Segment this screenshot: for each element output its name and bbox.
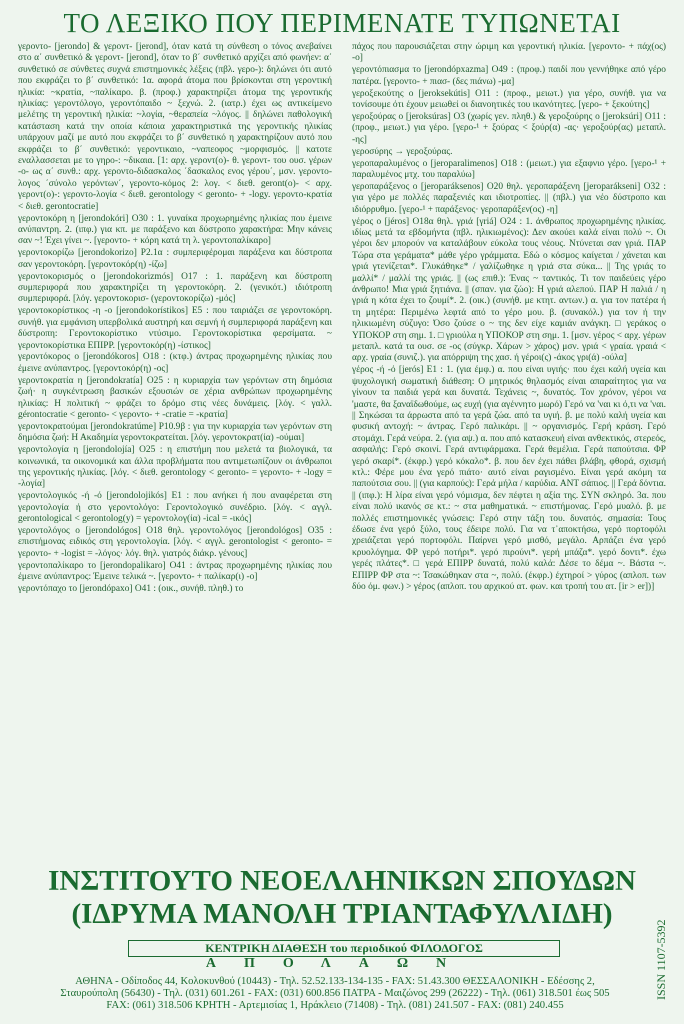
address-block xyxy=(30,976,640,1012)
address-line-1: ΑΘΗΝΑ - Οδίποδος 44, Κολοκυνθού (10443) - Τηλ. 52.52.133-134-135 - FAX: 51.43.300 ΘΕΣΣΑΛΟΝΙΚΗ - Εδέσσης 2, xyxy=(75,976,595,987)
institute-name xyxy=(0,865,684,931)
entry-gerontokratoumai: γεροντοκρατούμαι [jerondokratúme] P10.9β : για την κυριαρχία των γερόντων στη δημόσια ζωή: Η Ακαδημία γεροντοκρατείται. [λόγ. γεροντοκρατ(ία) -ούμαι] xyxy=(18,421,332,444)
dictionary-columns xyxy=(18,42,670,852)
entry-geroparaxenos: γεροπαράξενος ο [jeroparáksenos] O20 θηλ. γεροπαράξενη [jeroparákseni] O32 : για γέρο με πολλές παραξενιές και ιδιοτροπίες. || (πβλ.) για νέο δύστροπο και ιδιόρρυθμο. [γερο-¹ + παράξενος· γεροπαράξεν(ος) -η] xyxy=(352,181,666,215)
entry-gerontologia: γεροντολογία η [jerondolojía] O25 : η επιστήμη που μελετά τα βιολογικά, τα κοινωνικά, τα οικονομικά και άλλα προβλήματα που αντιμετωπίζουν οι άνθρωποι της γεροντικής ηλικίας. [λόγ. < διεθ. gerontology < geronto- = γεροντο- + -logy = -λογία] xyxy=(18,445,332,490)
entry-gerontopaxo: γεροντόπαχο το [jerondópaxo] O41 : (οικ., συνήθ. πληθ.) το xyxy=(18,584,244,595)
entry-geros-noun: γέρος ο [jéros] O18α θηλ. γριά [γriá] O24 : 1. άνθρωπος προχωρημένης ηλικίας. ιδίως μετά τα εβδομήντα (πβλ. ηλικιωμένος): Δεν ακούει καλά είναι πολύ ~. Οι γέροι δεν μπορούν να καταλάβουν εύκολα τους νέους. Ντύνεται σαν γριά. ΠΑΡ Τώρα στα γεράματα* μάθε γέρο γράμματα. Εδώ ο κόσμος καίγεται / χάνεται και γριά γτενίζεται*. Γλυκάθηκε* / γαλίζωθηκε η γριά στα σύκα... || Της γριάς το μαλλί* / μαλλί της γριάς. || (ως επιθ.): Ένας ~ ταντικός. Τι τον παιδεύεις γέρο άνθρωπο! Μια γριά ξητιάνα. || (σπαν. για ζώο): Η γριά αλεπού. ΠΑΡ Η παλιά / η γριά η κότα έχει το ζουμί*. 2. (οικ.) (συνήθ. με κτητ. αντων.) α. για τον πατέρα ή τη μητέρα: Περιμένω λεφτά από το γέρο μου. β. (συνακόλ.) για τον ή την ηλικιωμένη σύζυγο: Όσο ζούσε ο ~ της δεν είχε καμιάν ανάγκη. □ γεράκος ο ΥΠΟΚΟΡ στη σημ. 1. □ γριούλα η ΥΠΟΚΟΡ στη σημ. 1. [μσν. γέρος < αρχ. γέρων μεταπλ. κατά τα ουσ. σε -ος (σύγκρ. Χάρων > χάρος) μσν. γριά < γραία. γραιά < αρχ. γραία (συνιζ.). για απόρριψη της χασ. ή γέροι(ς) -άκος γρι(ά) -ούλα] xyxy=(352,216,666,364)
institute-line-1: ΙΝΣΤΙΤΟΥΤΟ ΝΕΟΕΛΛΗΝΙΚΩΝ ΣΠΟΥΔΩΝ xyxy=(48,865,636,897)
entry-geroksekoutis: γεροξεκούτης ο [jeroksekútis] O11 : (προφ., μειωτ.) για γέρο, συνήθ. για να τονίσουμε ότι έχουν μειωθεί οι διανοητικές του ικανότητες. [γερο- + ξεκούτης] xyxy=(352,88,666,111)
address-line-2: Σταυρούπολη (56430) - Τηλ. (031) 601.261 - FAX: (031) 600.856 ΠΑΤΡΑ - Μαιζώνος 299 (26222) - Τηλ. (061) 318.501 έως 505 xyxy=(60,988,610,999)
distribution-letters: ΑΠΟΛΑΩΝ xyxy=(205,956,475,971)
entry-gerontopaxo-cont: πάχος που παρουσιάζεται στην ώριμη και γεροντική ηλικία. [γεροντο- + πάχ(ος) -ο] xyxy=(352,42,666,64)
entry-gerontokorismos: γεροντοκορισμός ο [jerondokorizmós] O17 : 1. παράξενη και δύστροπη συμπεριφορά που χαρακτηρίζει τη γεροντοκόρη. 2. (γενικότ.) ιδιότροπη συμπεριφορά. [λόγ. γεροντοκορισ- (γεροντοκορίζω) -μός] xyxy=(18,271,332,305)
page-title: ΤΟ ΛΕΞΙΚΟ ΠΟΥ ΠΕΡΙΜΕΝΑΤΕ ΤΥΠΩΝΕΤΑΙ xyxy=(63,8,621,38)
entry-gerontokori: γεροντοκόρη η [jerondokóri] O30 : 1. γυναίκα προχωρημένης ηλικίας που έμεινε ανύπαντρη. 2. (ιπφ.) για κπ. με παράξενο και δύστροπο χαρακτήρα: Μην κάνεις σαν ~! Έχει γίνει ~. [γεροντο- + κόρη κατά τη λ. γεροντοπαλίκαρο] xyxy=(18,213,332,247)
entry-geroparalymenos: γεροπαραλυμένος ο [jeroparalimenos] O18 : (μειωτ.) για εξαφνιο γέρο. [γερο-¹ + παραλυμένος μτχ. του παραλύω] xyxy=(352,158,666,180)
entry-gerontokratia: γεροντοκρατία η [jerondokratía] O25 : η κυριαρχία των γερόντων στη δημόσια ζωή· η συγκέντρωση βασικών εξουσιών σε χέρια ανθρώπων προχωρημένης ηλικίας: Η πολιτική ~ φράζει το δρόμο στις νέες δυνάμεις. [λόγ. < γαλλ. gérontocratie < geronto- < γεροντο- + -cratie = -κρατία] xyxy=(18,375,332,420)
right-column xyxy=(352,42,666,852)
issn-label: ISSN 1107-5392 xyxy=(654,919,668,1000)
entry-geroksouras: γεροξούρας ο [jeroksúras] O3 (χωρίς γεν. πληθ.) & γεροξούρης ο [jeroksúri] O11 : (προφ., μειωτ.) για γέρο. [γερο-¹ + ξούρας < ξούρ(α) -ας· γεροξούρ(ας) μεταπλ. -ης] xyxy=(352,111,666,145)
entry-gerontoo: γεροντο- [jerondo] & γεροντ- [jerond], όταν κατά τη σύνθεση ο τόνος ανεβαίνει στο α΄ συνθετικό & γεροντ- [jerond], όταν το β΄ συνθετικό αρχίζει από φωνήεν: α΄ συνθετικό σε σύνθετες συχνά επιστημονικές λέξεις (πβλ. γερο-): δηλώνει ότι αυτό που εκφράζει το β΄ συνθετικό: 1α. αφορά άτομα που βρίσκονται στη γεροντική ηλικία: ~κρατία, ~παλίκαρο. β. (προφ.) χαρακτηρίζει άτομα της γεροντικής ηλικίας: γεροντόλογο, γεροντόπαιδο ~ ξεχνώ. 2. (ιατρ.) έχει ως αντικείμενο μελέτης τη γεροντική ηλικία: ~λογία, ~θεραπεία ~λόγος. || δηλώνει παθολογική κατάσταση κατά την οποία κάποια χαρακτηριστικά της γεροντικής ηλικίας υπάρχουν μαζί με αυτό που εκφράζει το β΄ συνθετικό η χαρακτηρίζουν αυτό που εκφράζει το β΄ συνθετικό: γεροντικαιο, ~ναπεοφος ~μορφισμός. || κατοτε εναλλασσεται με το γηρο-: ~δικαια. [1: αρχ. γεροντ(ο)- θ. γεροντ- του ουσ. γέρων -ο- ως α΄ συνθ.: αρχ. γεροντο-διδασκαλος ΄δασκαλος ενος γέρου΄, μσν. γεροντο-λογος ΄σύνολο γερόντων΄, γεροντο-κόμος 2: λογ. < διεθ. geront(o)- < αρχ. γεροντ(ο)-: γεροντο-λογία < διεθ. gerontology < geronto- + -logy. γεροντο-κρατία < διεθ. gerontocratie] xyxy=(18,42,332,212)
entry-gerontopalikaro: γεροντοπαλίκαρο το [jerondopalikaro] O41 : άντρας προχωρημένης ηλικίας που έμεινε ανύπαντρος: Έμεινε τελικά ~. [γεροντο- + παλίκαρ(ι) -ο] xyxy=(18,560,332,583)
distribution-box: ΚΕΝΤΡΙΚΗ ΔΙΑΘΕΣΗ του περιοδικού ΦΙΛΟΔΟΓΟΣ xyxy=(128,940,560,957)
entry-gerosyris: γεροσύρης → γεροξούρας. xyxy=(352,146,453,157)
entry-gerontokorizo: γεροντοκορίζω [jerondokorizo] P2.1α : συμπεριφέρομαι παράξενα και δύστροπα σαν γεροντοκόρη. [γεροντοκόρ(η) -ίζω] xyxy=(18,248,332,270)
entry-gerontokoristikos: γεροντοκορίστικος -η -ο [jerondokorístikos] E5 : που ταιριάζει σε γεροντοκόρη. συνήθ. για εμφάνιση υπερβολικά αυστηρή και σεμνή ή συμπεριφορά παράξενη και δύστροπη: Γεροντοκορίστικο ντύσιμο. Γεροντοκορίστικα φερσίματα. ~ γεροντοκορίστικα ΕΠΙΡΡ. [γεροντοκόρ(η) -ίστικος] xyxy=(18,306,332,351)
address-line-3: FAX: (061) 318.506 ΚΡΗΤΗ - Αρτεμισίας 1, Ηράκλειο (71408) - Τηλ. (081) 241.507 - FAX: (081) 240.455 xyxy=(106,1000,564,1011)
entry-gerontokoros: γεροντόκορος ο [jerondókoros] O18 : (κτφ.) άντρας προχωρημένης ηλικίας που έμεινε ανύπαντρος. [γεροντοκόρ(η) -ος] xyxy=(18,352,332,374)
institute-line-2: (ΙΔΡΥΜΑ ΜΑΝΟΛΗ ΤΡΙΑΝΤΑΦΥΛΛΙΔΗ) xyxy=(71,898,613,930)
entry-gerontopiasma: γεροντόπιασμα το [jerondópxazma] O49 : (προφ.) παιδί που γεννήθηκε από γέρο πατέρα. [γεροντο- + πιασ- (δες πιάνω) -μα] xyxy=(352,65,666,87)
entry-gerontologikos: γεροντολογικός -ή -ό [jerondolojikós] E1 : που ανήκει ή που αναφέρεται στη γεροντολογία ή στο γεροντολόγο: Γεροντολογικό συνέδριο. [λόγ. < αγγλ. gerontological < gerontolog(y) = γεροντολογ(ία) -ical = -ικός] xyxy=(18,491,332,525)
entry-gerontologos: γεροντολόγος ο [jerondológos] O18 θηλ. γεροντολόγος [jerondológos] O35 : επιστήμονας ειδικός στη γεροντολογία. [λόγ. < αγγλ. gerontologist < geronto- = γεροντο- + -logist = -λόγος· λόγ. θηλ. γιατρός διάκρ. γένους] xyxy=(18,526,332,559)
left-column xyxy=(18,42,332,852)
entry-geros-adj: γέρος -ή -ό [jerós] E1 : 1. (για έμφ.) α. που είναι υγιής· που έχει καλή υγεία και ψυχολογική σωματική διάθεση: Ο μητρικός θηλασμός είναι απαραίτητος για να γίνουν τα παιδιά γερά και δυνατά. Τεχάνεις ~, δυνατός. Τον χρόνον, γέροι να 'μαστε, θα ξαναϊδωθούμε, ως ευχή (για αγέννητο μωρό) Γερό να 'ναι κι ό,τι να 'ναι. || Σηκώσαι τα άρρωστα από τα γερά ζώα. από τα υγιή. β. με πολύ καλή υγεία και φυσική αντοχή: ~ άντρας. Γερό παλικάρι. || ~ οργανισμός. Γερή κράση. Γερό στομάχι. Γερά νεύρα. 2. (για αψ.) α. που από κατασκευή είναι ανθεκτικός, στερεός, ασφαλής: Γερό σκοινί. Γερά αντιφάρμακα. Γερά θεμέλια. Γερά παπούτσια. ΦΡ γερό σκαρί*. (έκφρ.) γερό κόκαλο*. β. που δεν έχει πάθει βλάβη, φθορά, σχισμή κτλ.: Φέρε μου ένα γερό πιάτο· αυτό είναι ραγισμένο. Είναι γερά ακόμη τα παπούτσια σου. || (για καρπούς): Γερά μήλα / καρύδια. ΑΝΤ σάπιος. || Γερά δόντια. || (ιπφ.): Η λίρα είναι γερό νόμισμα, δεν πέφτει η αξία της. ΣΥΝ σκληρό. 3α. που είναι πολύ ικανός σε κτ.: ~ στα μαθηματικά. ~ επιστήμονας. Γερό μυαλό. β. με πολλές επιστημονικές γνώσεις: Γερό στην τάξη του. δυνατός. σημασία: Τους έδωσε ένα γερό ξύλο, τους έδειρε πολύ. Για να τ᾽αποκτήσω, γερό πορτοφόλι χρειάζεται γερό πορτοφόλι. Παίρνει γερό μισθό, μεγάλο. Αρπάζει ένα γερό κρυολόγημα. ΦΡ γερό ποτήρι*. γερό πιρούνι*. γερή μπάζα*. γερό δοντι*. έχω γερές πλάτες*. □ γερά ΕΠΙΡΡ δυνατά, πολύ καλά: Δέσε το δέμα ~. Βάστα ~. ΕΠΙΡΡ ΦΡ στα ~: Τσακώθηκαν στα ~, πολύ. (έκφρ.) έχτηροί > γύρος (απλοπ. των δύο όμ. φων.) > γέρος (απλοπ. του αρχικού ατ. φων. και τροπή του ατ. [ir > er])] xyxy=(352,365,666,593)
